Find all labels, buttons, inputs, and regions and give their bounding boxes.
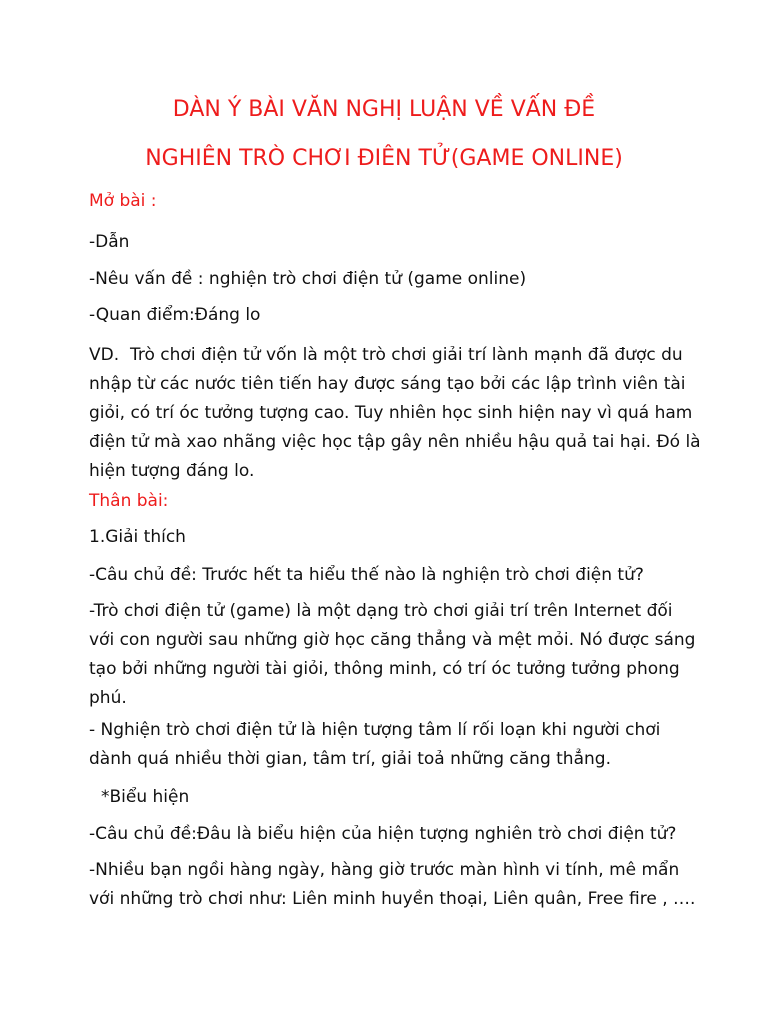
- than-bai-cau-chu-de-1: -Câu chủ đề: Trước hết ta hiểu thế nào là nghiện trò chơi điện tử?: [89, 565, 644, 585]
- mo-bai-neu-van-de: -Nêu vấn đề : nghiện trò chơi điện tử (game online): [89, 269, 527, 289]
- vd-line-1-text: Trò chơi điện tử vốn là một trò chơi giải trí lành mạnh đã được du: [130, 345, 683, 365]
- vd-line-5: hiện tượng đáng lo.: [89, 461, 255, 481]
- game-definition-paragraph: [89, 597, 696, 713]
- vd-line-4: điện tử mà xao nhãng việc học tập gây nên nhiều hậu quả tai hại. Đó là: [89, 432, 701, 452]
- game-line-4: phú.: [89, 688, 127, 708]
- section-heading-than-bai: Thân bài:: [89, 491, 169, 511]
- ngoi-paragraph: [89, 856, 696, 914]
- bieu-hien-heading: *Biểu hiện: [101, 787, 190, 807]
- nghien-definition-paragraph: [89, 716, 689, 774]
- document-title-line-1: DÀN Ý BÀI VĂN NGHỊ LUẬN VỀ VẤN ĐỀ: [172, 97, 596, 122]
- game-line-1: -Trò chơi điện tử (game) là một dạng trò chơi giải trí trên Internet đối: [89, 601, 673, 621]
- vd-label: VD.: [89, 345, 120, 365]
- ngoi-line-2: với những trò chơi như: Liên minh huyền thoại, Liên quân, Free fire , ….: [89, 889, 696, 909]
- mo-bai-quan-diem: -Quan điểm:Đáng lo: [89, 305, 261, 325]
- vd-line-2: nhập từ các nước tiên tiến hay được sáng tạo bởi các lập trình viên tài: [89, 374, 686, 394]
- document-title-line-2: NGHIÊN TRÒ CHƠI ĐIÊN TỬ(GAME ONLINE): [145, 146, 623, 171]
- vd-paragraph: [89, 341, 701, 486]
- than-bai-cau-chu-de-2: -Câu chủ đề:Đâu là biểu hiện của hiện tượng nghiên trò chơi điện tử?: [89, 824, 677, 844]
- vd-line-3: giỏi, có trí óc tưởng tượng cao. Tuy nhiên học sinh hiện nay vì quá ham: [89, 403, 693, 423]
- nghien-line-2: dành quá nhiều thời gian, tâm trí, giải toả những căng thẳng.: [89, 749, 611, 769]
- section-heading-mo-bai: Mở bài :: [89, 191, 157, 211]
- vd-line-1: [89, 341, 689, 370]
- nghien-line-1: - Nghiện trò chơi điện tử là hiện tượng tâm lí rối loạn khi người chơi: [89, 720, 661, 740]
- game-line-3: tạo bởi những người tài giỏi, thông minh, có trí óc tưởng tưởng phong: [89, 659, 680, 679]
- than-bai-giai-thich: 1.Giải thích: [89, 527, 186, 547]
- ngoi-line-1: -Nhiều bạn ngồi hàng ngày, hàng giờ trước màn hình vi tính, mê mẩn: [89, 860, 680, 880]
- game-line-2: với con người sau những giờ học căng thẳng và mệt mỏi. Nó được sáng: [89, 630, 696, 650]
- mo-bai-dan: -Dẫn: [89, 232, 130, 252]
